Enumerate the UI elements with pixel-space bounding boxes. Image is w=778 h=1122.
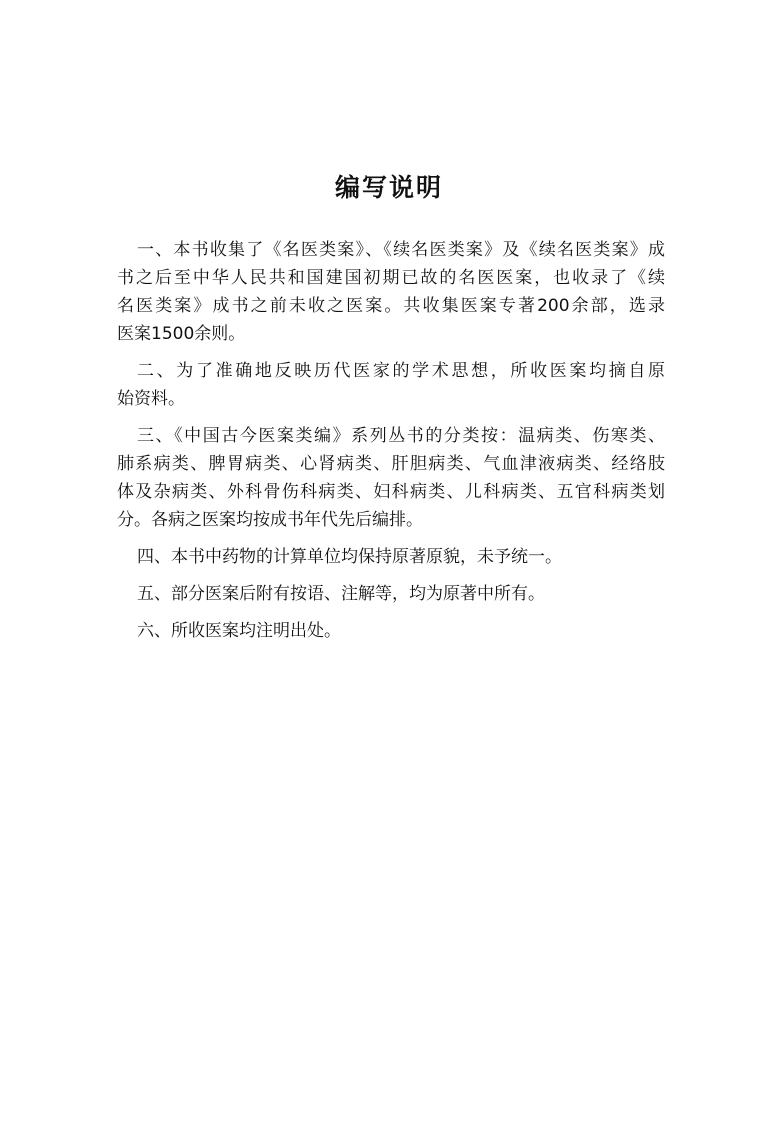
text-line: 四、本书中药物的计算单位均保持原著原貌，未予统一。 bbox=[137, 547, 562, 567]
paragraph-1 bbox=[117, 236, 665, 348]
text-line: 医案1500余则。 bbox=[117, 324, 246, 344]
text-line: 三、《中国古今医案类编》系列丛书的分类按：温病类、伤寒类、 bbox=[137, 426, 665, 446]
text-line: 体及杂病类、外科骨伤科病类、妇科病类、儿科病类、五官科病类划 bbox=[117, 482, 665, 502]
text-line: 名医类案》成书之前未收之医案。共收集医案专著200余部，选录 bbox=[117, 296, 665, 316]
text-line: 肺系病类、脾胃病类、心肾病类、肝胆病类、气血津液病类、经络肢 bbox=[117, 454, 665, 474]
page-title: 编写说明 bbox=[334, 173, 443, 202]
text-line: 分。各病之医案均按成书年代先后编排。 bbox=[117, 510, 423, 530]
text-line: 二、为了准确地反映历代医家的学术思想，所收医案均摘自原 bbox=[137, 361, 665, 381]
paragraph-2 bbox=[117, 357, 665, 413]
text-line: 六、所收医案均注明出处。 bbox=[137, 621, 341, 641]
text-line: 一、本书收集了《名医类案》、《续名医类案》及《续名医类案》成 bbox=[137, 240, 665, 260]
document-body bbox=[117, 236, 665, 654]
text-line: 始资料。 bbox=[117, 389, 185, 409]
paragraph-6 bbox=[117, 617, 665, 645]
text-line: 五、部分医案后附有按语、注解等，均为原著中所有。 bbox=[137, 584, 545, 604]
paragraph-3 bbox=[117, 422, 665, 534]
text-line: 书之后至中华人民共和国建国初期已故的名医医案，也收录了《续 bbox=[117, 268, 665, 288]
paragraph-5 bbox=[117, 580, 665, 608]
paragraph-4 bbox=[117, 543, 665, 571]
